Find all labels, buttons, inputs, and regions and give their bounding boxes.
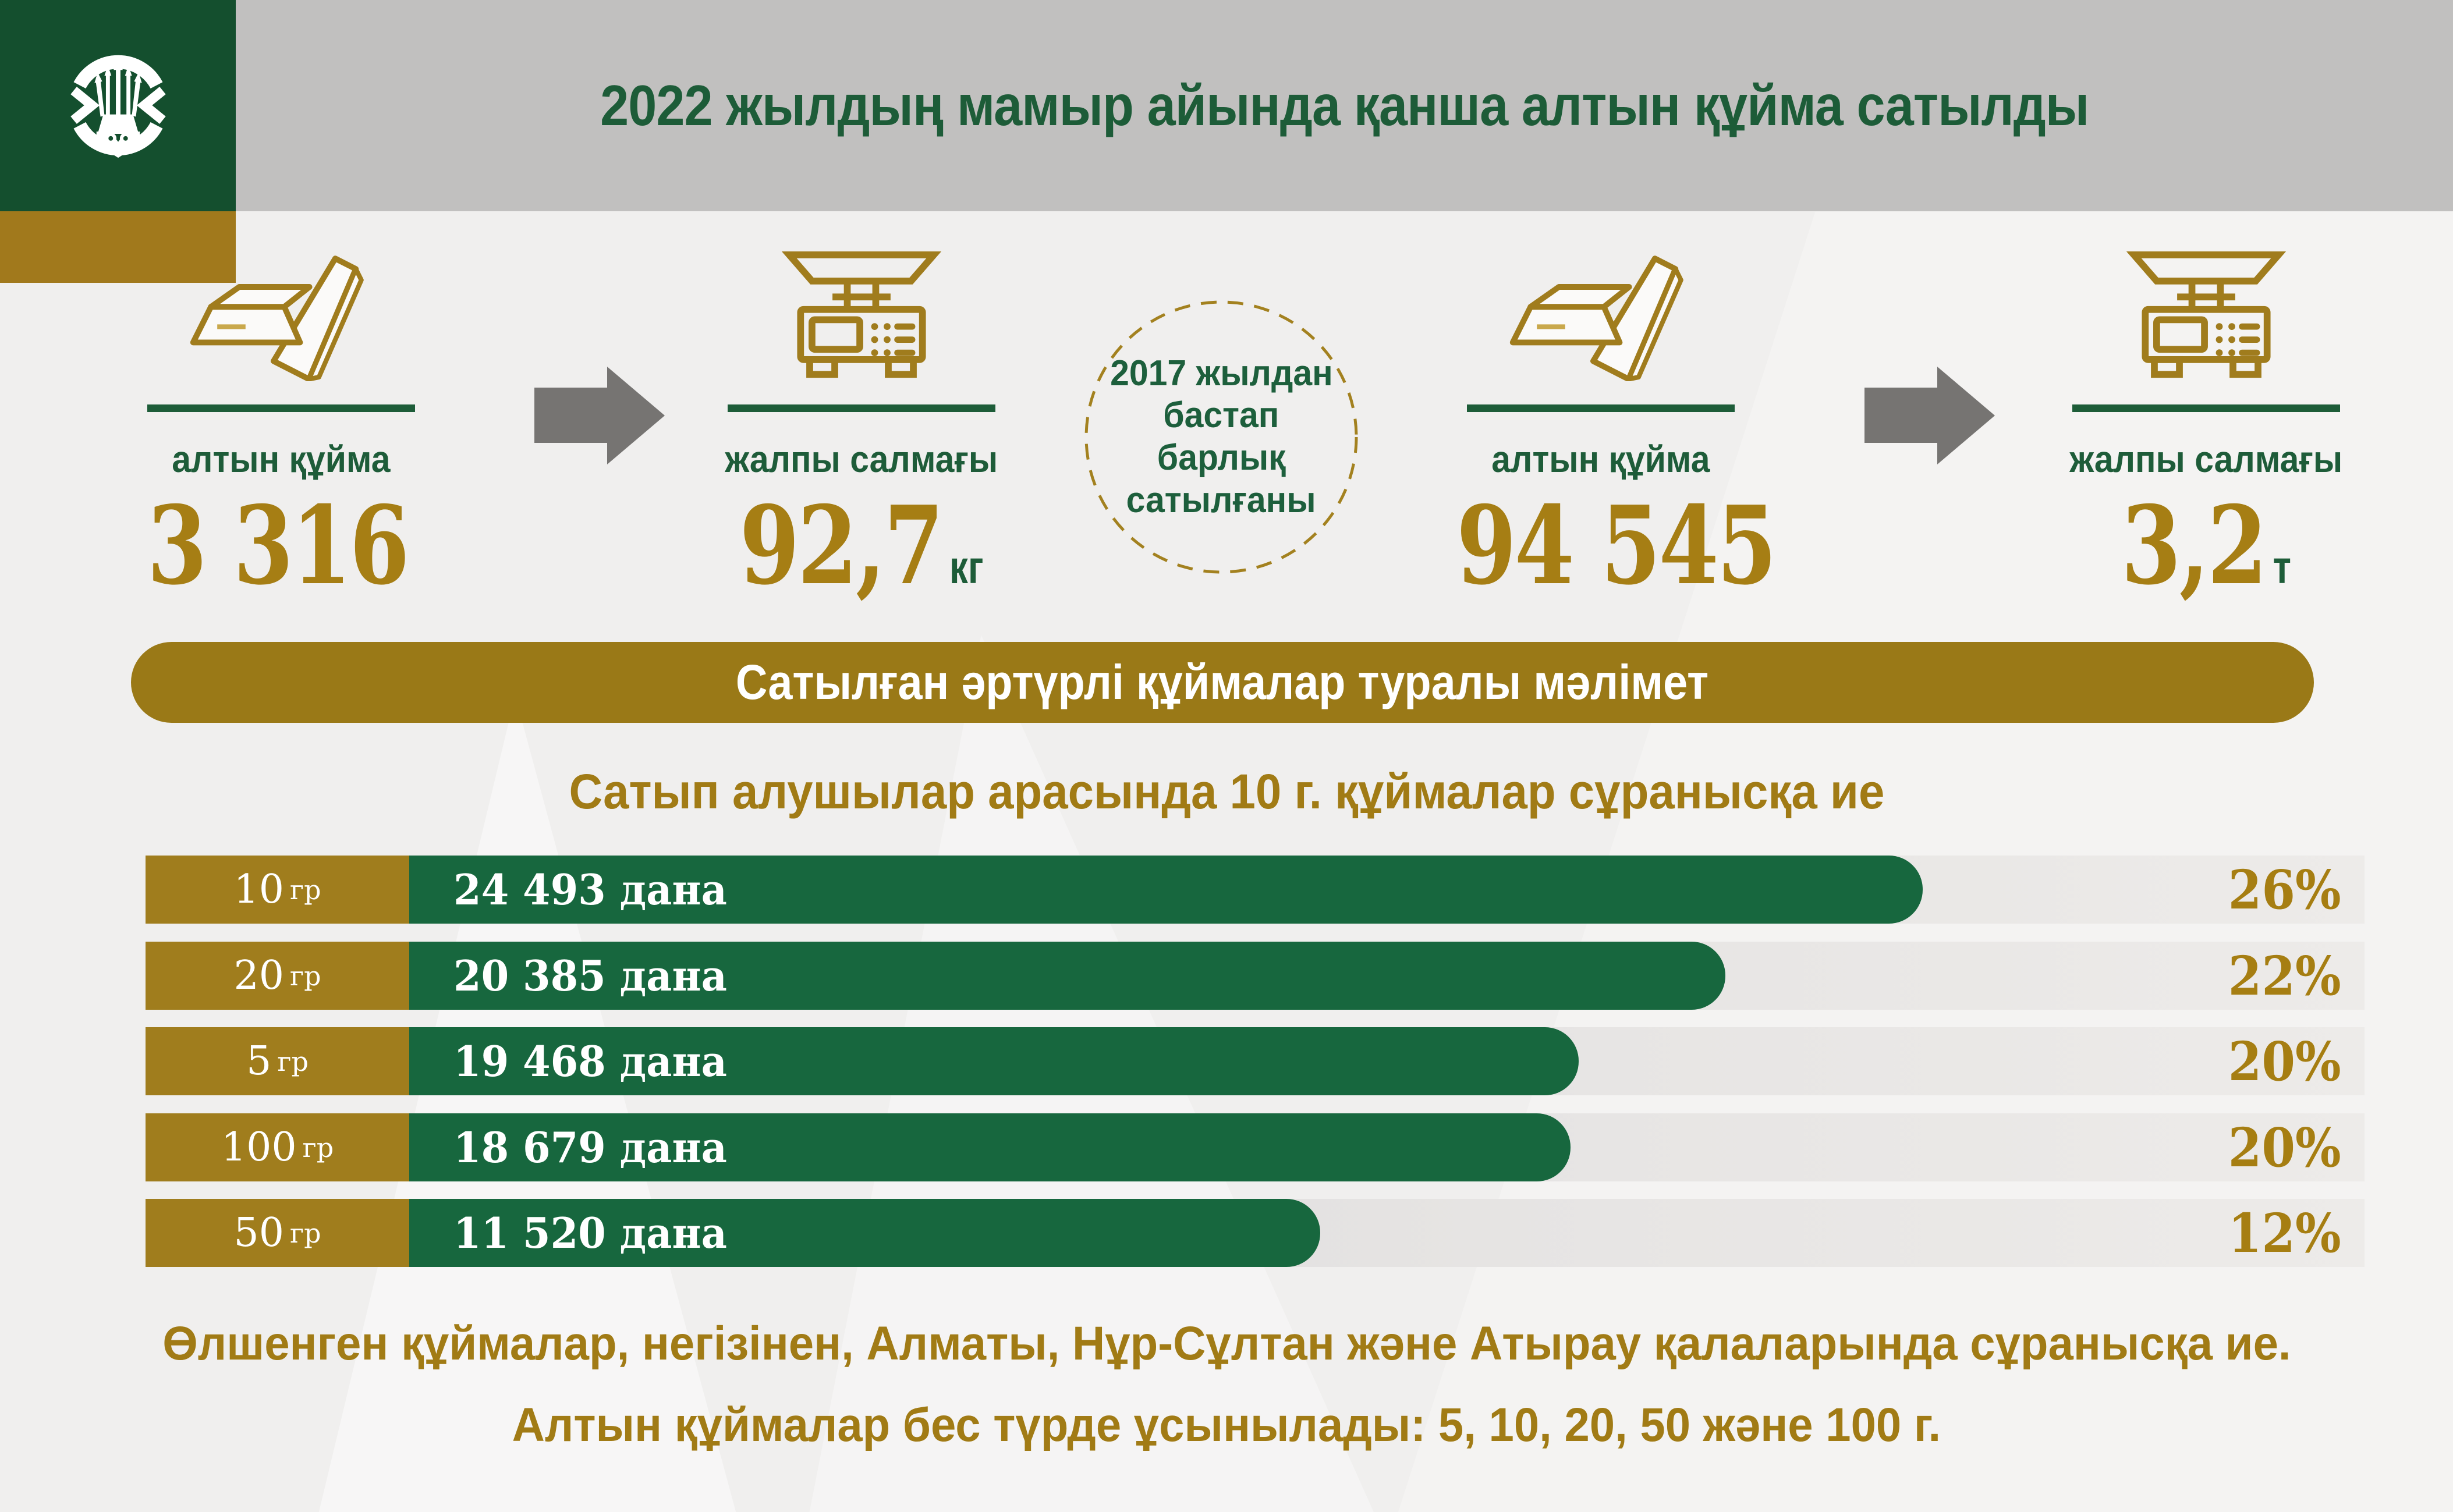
bar bbox=[409, 1199, 1320, 1267]
divider bbox=[2072, 404, 2340, 412]
stat-number: 94 545 bbox=[1456, 482, 1775, 609]
stat-label: жалпы салмағы bbox=[2069, 438, 2343, 480]
stat-value bbox=[1456, 482, 1775, 609]
bar bbox=[409, 1027, 1579, 1095]
bar bbox=[409, 856, 1923, 924]
bar-row-100g bbox=[146, 1113, 2365, 1181]
bar-value: 18 679 дана bbox=[453, 1123, 727, 1172]
bar-track bbox=[409, 1027, 2365, 1095]
bar-track bbox=[409, 942, 2365, 1010]
stat-label: алтын құйма bbox=[1491, 438, 1710, 480]
stat-value bbox=[2062, 482, 2351, 609]
logo-box bbox=[0, 0, 236, 211]
stat-label: жалпы салмағы bbox=[725, 438, 998, 480]
weight-label: 100 гр bbox=[146, 1113, 409, 1181]
stat-value bbox=[137, 482, 426, 609]
bar-value: 20 385 дана bbox=[453, 951, 727, 1000]
divider bbox=[728, 404, 995, 412]
chart-subtitle: Сатып алушылар арасында 10 г. құймалар сұранысқа ие bbox=[569, 764, 1884, 819]
since-2017-note-text: 2017 жылдан бастап барлық сатылғаны bbox=[1109, 353, 1333, 520]
scale-icon bbox=[681, 250, 1042, 381]
scale-icon bbox=[2026, 250, 2387, 381]
bar-row-50g bbox=[146, 1199, 2365, 1267]
national-bank-emblem-icon bbox=[61, 47, 175, 164]
bar-row-20g bbox=[146, 942, 2365, 1010]
footer-note-cities: Өлшенген құймалар, негізінен, Алматы, Нұр-Сұлтан және Атырау қалаларында сұранысқа ие. bbox=[162, 1317, 2291, 1370]
arrow-right-icon bbox=[534, 367, 665, 464]
stat-bars-sold-since-2017 bbox=[1420, 250, 1781, 609]
bar-percent: 20% bbox=[2228, 1030, 2341, 1093]
stat-bars-sold-may bbox=[101, 250, 462, 609]
section-banner-label: Сатылған әртүрлі құймалар туралы мәлімет bbox=[736, 655, 1709, 709]
weight-label: 10 гр bbox=[146, 856, 409, 924]
bar-track bbox=[409, 1199, 2365, 1267]
stat-unit: т bbox=[2273, 541, 2292, 593]
bar-percent: 26% bbox=[2228, 858, 2341, 921]
page-title: 2022 жылдың мамыр айында қанша алтын құйма сатылды bbox=[600, 73, 2089, 137]
stat-number: 3 316 bbox=[147, 482, 408, 609]
weight-label: 20 гр bbox=[146, 942, 409, 1010]
divider bbox=[147, 404, 415, 412]
bar-row-5g bbox=[146, 1027, 2365, 1095]
footer-note-denominations: Алтын құймалар бес түрде ұсынылады: 5, 10, 20, 50 және 100 г. bbox=[512, 1399, 1941, 1451]
bar-percent: 12% bbox=[2228, 1201, 2341, 1265]
page-title-wrap bbox=[236, 0, 2453, 211]
stat-unit: кг bbox=[949, 541, 984, 593]
bar-value: 24 493 дана bbox=[453, 865, 727, 914]
weight-label: 50 гр bbox=[146, 1199, 409, 1267]
bar-value: 19 468 дана bbox=[453, 1037, 727, 1086]
stat-total-weight-may bbox=[681, 250, 1042, 609]
since-2017-note bbox=[1083, 299, 1359, 575]
gold-bars-icon bbox=[1420, 250, 1781, 381]
stat-number: 3,2 bbox=[2121, 482, 2266, 609]
arrow-right-icon bbox=[1864, 367, 1995, 464]
stat-value bbox=[717, 482, 1006, 609]
bar-track bbox=[409, 856, 2365, 924]
weight-label: 5 гр bbox=[146, 1027, 409, 1095]
bar bbox=[409, 1113, 1571, 1181]
bar-track bbox=[409, 1113, 2365, 1181]
stat-number: 92,7 bbox=[739, 482, 942, 609]
divider bbox=[1467, 404, 1735, 412]
bar-value: 11 520 дана bbox=[453, 1208, 727, 1258]
bar-percent: 22% bbox=[2228, 944, 2341, 1007]
section-banner bbox=[131, 642, 2314, 723]
stat-total-weight-since-2017 bbox=[2026, 250, 2387, 609]
bar bbox=[409, 942, 1725, 1010]
gold-bars-icon bbox=[101, 250, 462, 381]
stat-label: алтын құйма bbox=[172, 438, 391, 480]
bar-percent: 20% bbox=[2228, 1116, 2341, 1179]
bar-row-10g bbox=[146, 856, 2365, 924]
